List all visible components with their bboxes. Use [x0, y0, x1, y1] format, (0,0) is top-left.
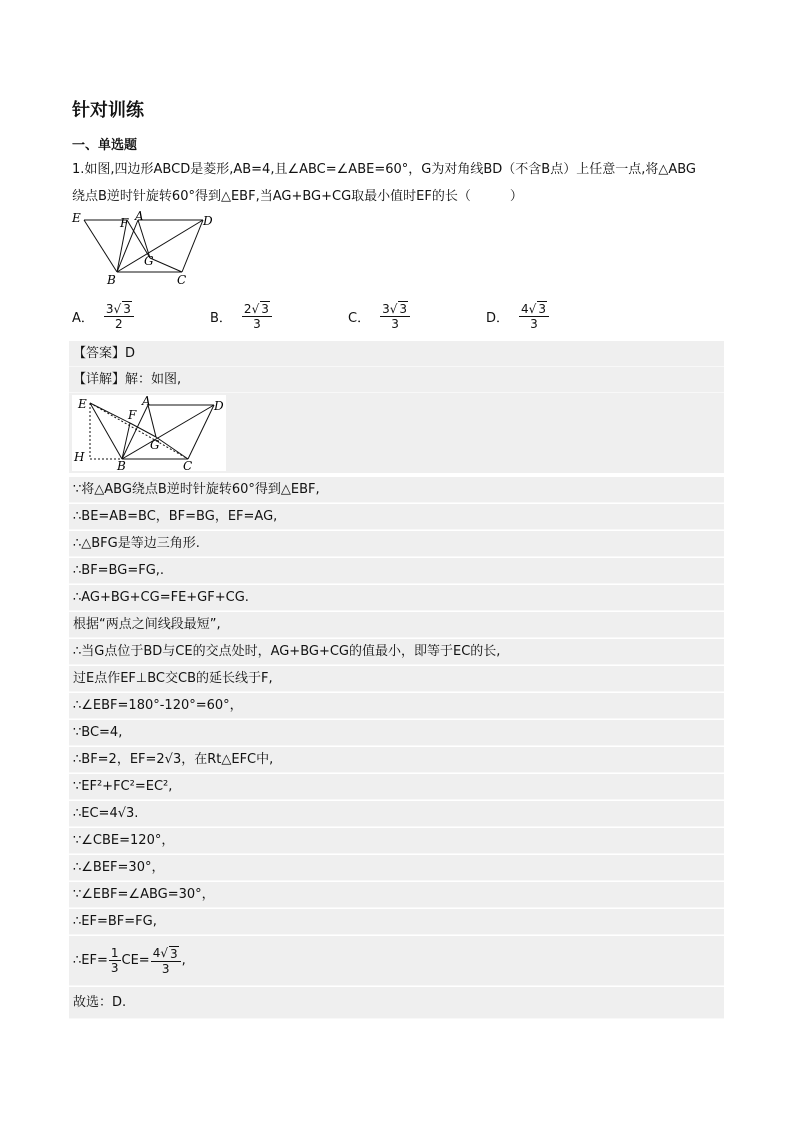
- option-b-rad: 3: [261, 302, 269, 316]
- step-line-8: 过E点作EF⊥BC交CB的延长线于F,: [69, 666, 724, 692]
- segment-eb: [84, 220, 117, 272]
- question-line-1: 1.如图,四边形ABCD是菱形,AB=4,且∠ABC=∠ABE=60°，G为对角线BD（不含B点）上任意一点,将△ABG: [72, 162, 696, 177]
- solution-figure: [72, 395, 226, 471]
- option-d-value: 4 √ 3 3: [519, 301, 549, 331]
- final-frac-one-third: [109, 946, 121, 975]
- option-c[interactable]: [348, 296, 410, 336]
- step-line-17: ∴EF=BF=FG,: [69, 909, 724, 935]
- choice-line: 故选：D.: [69, 987, 724, 1019]
- step-line-3: ∴△BFG是等边三角形.: [69, 531, 724, 557]
- option-c-num: 3: [382, 301, 390, 316]
- option-c-label: C．: [348, 310, 371, 326]
- sol-dashed-ec: [90, 403, 188, 459]
- step-line-12: ∵EF²+FC²=EC²,: [69, 774, 724, 800]
- label-a: A: [135, 210, 144, 223]
- segment-gc: [150, 258, 182, 272]
- label-g: G: [144, 254, 154, 268]
- label-c: C: [177, 273, 187, 287]
- step-line-16: ∵∠EBF=∠ABG=30°，: [69, 882, 724, 908]
- sol-label-f: F: [128, 408, 137, 422]
- option-c-rad: 3: [399, 302, 408, 316]
- sol-segment-fb: [122, 423, 130, 459]
- section-heading: 一、单选题: [72, 138, 138, 153]
- segment-cd: [182, 220, 203, 272]
- option-c-value: 3 √ 3 3: [380, 301, 410, 331]
- detail-line: 【详解】解：如图,: [69, 367, 724, 393]
- answer-options: [72, 296, 632, 336]
- option-d[interactable]: [486, 296, 549, 336]
- step-line-14: ∵∠CBE=120°，: [69, 828, 724, 854]
- option-a[interactable]: [72, 296, 134, 336]
- solution-figure-box: [69, 393, 724, 473]
- step-line-4: ∴BF=BG=FG,.: [69, 558, 724, 584]
- step-line-9: ∴∠EBF=180°-120°=60°，: [69, 693, 724, 719]
- question-line-2: 绕点B逆时针旋转60°得到△EBF,当AG+BG+CG取最小值时EF的长（ ）: [72, 189, 523, 204]
- sol-label-d: D: [214, 399, 224, 413]
- option-d-rad: 3: [538, 302, 546, 316]
- final-result-line: [69, 936, 724, 986]
- option-a-num: 3: [105, 301, 114, 316]
- option-a-den: 2: [115, 317, 123, 331]
- step-line-10: ∵BC=4,: [69, 720, 724, 746]
- final-frac-result: 4 √ 3 3: [151, 946, 181, 976]
- option-d-den: 3: [530, 317, 538, 331]
- option-b-value: 2 √ 3 3: [242, 301, 272, 331]
- final-mid: CE=: [121, 952, 150, 968]
- final-frac2-den: 3: [161, 961, 170, 976]
- step-line-7: ∴当G点位于BD与CE的交点处时，AG+BG+CG的值最小，即等于EC的长,: [69, 639, 724, 665]
- final-prefix: ∴EF=: [73, 952, 108, 968]
- final-frac2-num: 4: [152, 946, 161, 960]
- sol-label-a: A: [142, 395, 151, 408]
- final-suffix: ,: [181, 952, 186, 968]
- option-a-label: A．: [72, 310, 94, 326]
- final-frac1-num: 1: [110, 946, 119, 960]
- option-d-label: D．: [486, 310, 510, 326]
- step-line-6: 根据“两点之间线段最短”,: [69, 612, 724, 638]
- option-d-num: 4: [521, 301, 529, 316]
- answer-line: 【答案】D: [69, 341, 724, 367]
- segment-bd: [117, 220, 203, 272]
- final-frac1-den: 3: [110, 961, 119, 975]
- option-a-rad: 3: [123, 302, 131, 316]
- label-f: F: [120, 216, 129, 230]
- sol-label-h: H: [74, 450, 85, 464]
- option-b-den: 3: [253, 317, 261, 331]
- step-line-2: ∴BE=AB=BC，BF=BG，EF=AG,: [69, 504, 724, 530]
- sol-label-e: E: [78, 397, 87, 411]
- sol-segment-gc: [156, 437, 188, 459]
- option-a-value: 3 √ 3 2: [104, 301, 134, 331]
- label-e: E: [72, 211, 81, 225]
- step-line-11: ∴BF=2，EF=2√3，在Rt△EFC中,: [69, 747, 724, 773]
- option-c-den: 3: [391, 317, 399, 331]
- question-figure: [70, 210, 220, 292]
- segment-ag: [138, 220, 150, 258]
- option-b-num: 2: [243, 301, 252, 316]
- label-d: D: [203, 214, 213, 228]
- sol-label-b: B: [117, 459, 126, 471]
- option-b[interactable]: [210, 296, 272, 336]
- solution-block: [69, 341, 724, 1019]
- option-b-label: B．: [210, 310, 232, 326]
- label-b: B: [107, 273, 116, 287]
- step-line-13: ∴EC=4√3.: [69, 801, 724, 827]
- final-frac2-rad: 3: [169, 946, 178, 961]
- step-line-5: ∴AG+BG+CG=FE+GF+CG.: [69, 585, 724, 611]
- sol-label-g: G: [150, 438, 160, 452]
- step-line-1: ∵将△ABG绕点B逆时针旋转60°得到△EBF,: [69, 477, 724, 503]
- sol-segment-ag: [148, 405, 156, 437]
- page-title: 针对训练: [72, 100, 144, 121]
- sol-label-c: C: [183, 459, 193, 471]
- step-line-15: ∴∠BEF=30°，: [69, 855, 724, 881]
